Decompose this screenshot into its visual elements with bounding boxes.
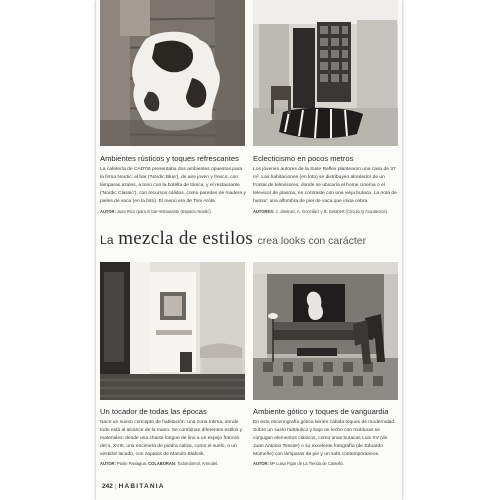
collab-text: Todomármol, Armodel. bbox=[177, 461, 219, 466]
page-number: 242 bbox=[102, 483, 113, 490]
photo-gothic-room bbox=[253, 262, 398, 400]
credit-label: AUTOR: bbox=[100, 209, 116, 214]
page-folio bbox=[102, 483, 165, 490]
body-text-rustic: La cafetería de CAD'06 presentaba dos ambientes opuestos para la firma Nordic: el bar ('Nordic Blue'), de aire joven y fresco, con lámparas azules, a tono con la botella de tónica, y el restaurante ('Nordic Classic'), con recursos cálidos, como paredes de madera y pieles de vaca (en la foto). El menú era de Toni Aróla. bbox=[100, 167, 246, 204]
caption-title-rustic: Ambientes rústicos y toques refrescantes bbox=[100, 154, 239, 163]
collab-label: COLABORAN: bbox=[148, 461, 177, 466]
photo-eclectic-room bbox=[253, 0, 398, 146]
credit-gothic bbox=[253, 461, 344, 467]
headline-part1: La bbox=[100, 233, 114, 247]
credit-text: J. Jiménez, A. González y B. Gelabert (Círculo Q Arquitectos). bbox=[275, 209, 389, 214]
credit-text: Paolo Paniagua. bbox=[116, 461, 148, 466]
credit-text: Juan Rico (para el bar-restaurante (Espacio Nordic). bbox=[116, 209, 212, 214]
credit-text: Mª Luisa Figar de La Tienda de Castelló. bbox=[269, 461, 344, 466]
caption-title-eclectic: Eclecticismo en pocos metros bbox=[253, 154, 354, 163]
magazine-name: HABITANIA bbox=[118, 483, 165, 490]
credit-label: AUTOR: bbox=[253, 461, 269, 466]
credit-label: AUTORES: bbox=[253, 209, 275, 214]
photo-cowhide-rug bbox=[100, 0, 245, 146]
body-text-eclectic: Los jóvenes autores de la Suite Reflex plantearon una casa de 37 m². Las habitaciones (en foto) se distribuyen alrededor de un frontal de televisores, donde se ubicaría el home cinema o el televisor de plasma, en contraste con una vieja butaca. La nota de humor: una alfombra de piel de vaca que imita cebra. bbox=[253, 167, 397, 204]
credit-eclectic bbox=[253, 209, 388, 215]
body-text-vanity: Nace un nuevo concepto de habitación: una zona íntima, donde todo está al alcance de la mano. Se combinan diferentes estilos y materiales: desde una chaise longue de lino a un espejo francés del s. XVIII, una encimera de piedra caliza, como el suelo, o un vestidor lacado, con zapatos de Manolo Blahnik. bbox=[100, 420, 243, 457]
credit-rustic bbox=[100, 209, 212, 215]
caption-title-vanity: Un tocador de todas las épocas bbox=[100, 407, 207, 416]
headline-part2: mezcla de estilos bbox=[118, 228, 254, 249]
credit-label: AUTOR: bbox=[100, 461, 116, 466]
caption-title-gothic: Ambiente gótico y toques de vanguardia bbox=[253, 407, 389, 416]
folio-separator: | bbox=[114, 483, 117, 490]
body-text-gothic: En esta escenografía gótica tienen cabida toques de modernidad. Sobre un suelo hidráulico y bajo un techo con molduras se conjugan elementos clásicos, como unas butacas Luis XV (de Juan Antonio Tessier) o su excelente fotografía (de Eduardo Momeñe) con lámparas de pie y un sofá contemporáneos. bbox=[253, 420, 396, 457]
credit-vanity bbox=[100, 461, 218, 467]
page-headline bbox=[100, 228, 400, 250]
headline-part3: crea looks con carácter bbox=[257, 235, 367, 247]
magazine-page bbox=[96, 0, 402, 500]
photo-vanity-room bbox=[100, 262, 245, 400]
